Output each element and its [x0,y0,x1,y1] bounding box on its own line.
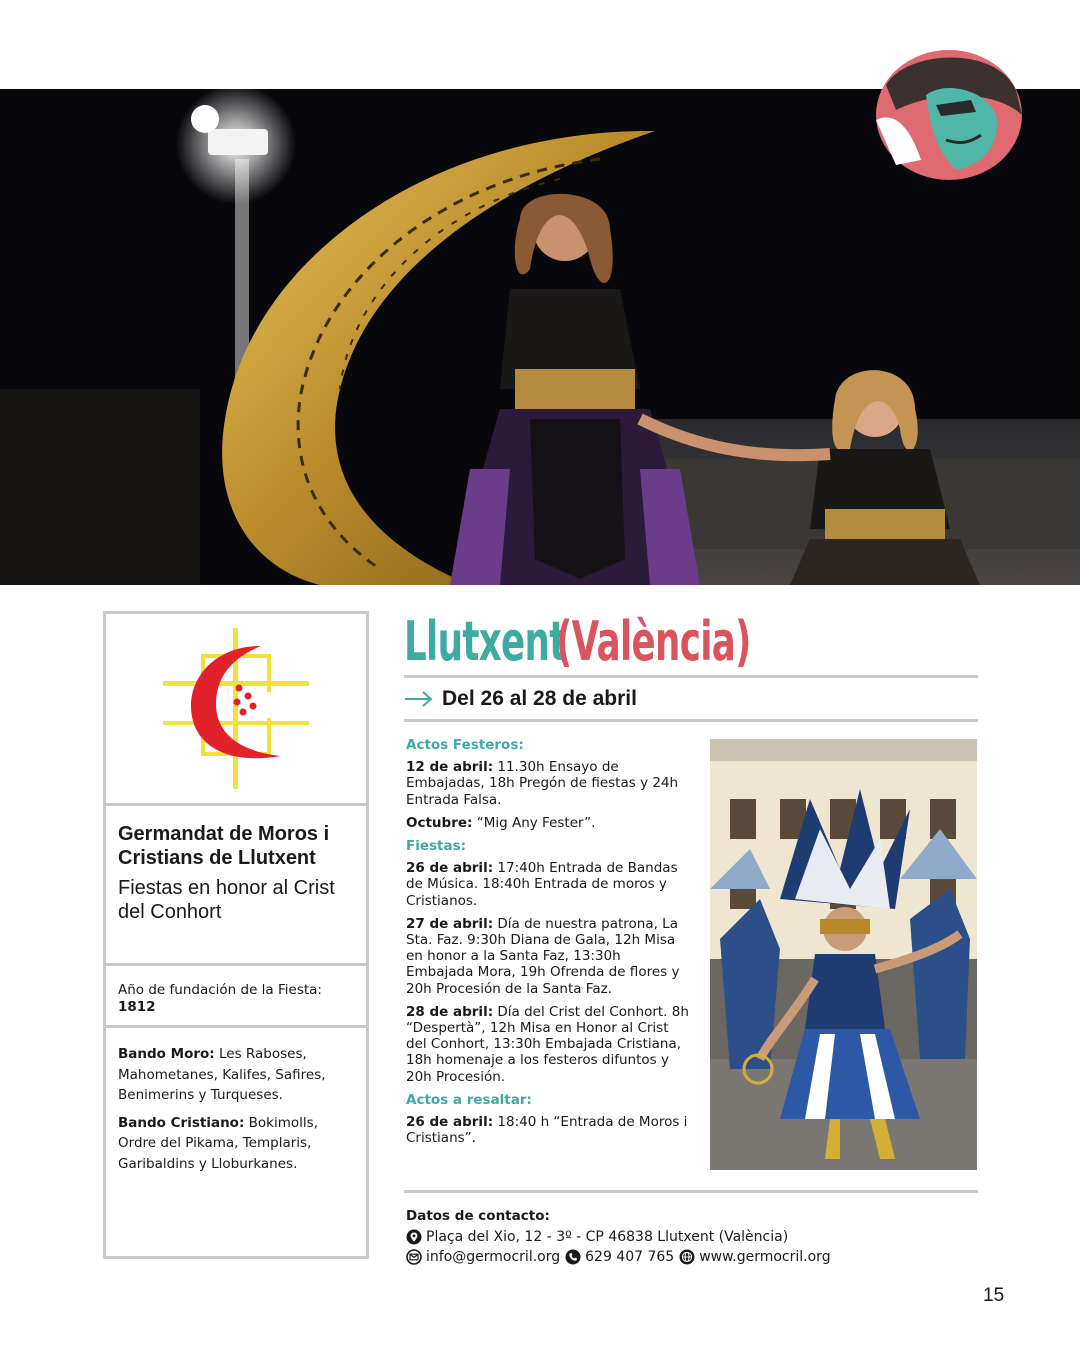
contact-email[interactable]: info@germocril.org [426,1249,561,1265]
globe-icon [679,1249,695,1265]
program-item-label: 27 de abril: [406,915,494,932]
contact-divider [404,1190,978,1193]
contact-block [406,1206,986,1267]
program-item-label: 12 de abril: [406,759,494,776]
parade-photo [710,739,977,1170]
contact-label: Datos de contacto: [406,1208,550,1224]
program-item-text: 11.30h Ensayo de Embajadas, 18h Pregón de fiestas y 24h Entrada Falsa. [406,759,679,808]
bando-cristiano [118,1113,354,1175]
bandos-list [106,1028,366,1197]
association-name-box [106,806,366,966]
program-item-12-abril [406,759,692,808]
program-item-text: 18:40 h “Entrada de Moros i Cristians”. [406,1114,688,1147]
program-item-text: Día de nuestra patrona, La Sta. Faz. 9:30h Diana de Gala, 12h Misa en honor a la Santa Faz, 13:30h Embajada Mora, 19h Ofrenda de flores y 20h Procesión de la Santa Faz. [406,915,680,997]
program-item-resaltar [406,1114,692,1146]
fiestas-heading: Fiestas: [406,838,467,855]
contact-phone[interactable]: 629 407 765 [585,1249,675,1265]
contact-address-line [406,1227,986,1247]
bando-cristiano-text: Bokimolls, Ordre del Pikama, Templaris, Garibaldins y Lloburkanes. [118,1114,318,1172]
envelope-icon [406,1249,422,1265]
program-item-text: Día del Crist del Conhort. 8h “Despertà”, 12h Misa en Honor al Crist del Conhort, 13:30h Embajada Cristiana, 18h homenaje a los festeros difuntos y 20h Procesión. [406,1003,689,1085]
title-region: (València) [556,610,751,673]
phone-icon [565,1249,581,1265]
bando-moro [118,1044,354,1106]
arrow-right-icon [404,690,434,708]
bando-moro-text: Les Raboses, Mahometanes, Kalifes, Safires, Benimerins y Turqueses. [118,1046,326,1103]
program-item-27-abril [406,916,692,997]
contact-web[interactable]: www.germocril.org [699,1249,831,1265]
founding-year [106,966,366,1028]
title-divider [404,675,978,678]
corner-badge-illustration [876,50,1022,180]
founding-year-value: 1812 [118,999,156,1015]
program-item-28-abril [406,1004,692,1085]
association-card [103,611,369,1259]
association-logo [106,614,366,806]
program-item-label: Octubre: [406,814,473,831]
contact-address: Plaça del Xio, 12 - 3º - CP 46838 Llutxent (València) [426,1229,789,1245]
program-item-label: 26 de abril: [406,860,494,877]
program-text [406,737,692,1153]
program-item-octubre [406,815,692,831]
bando-moro-label: Bando Moro: [118,1046,215,1062]
program-item-text: “Mig Any Fester”. [476,814,596,831]
founding-year-label: Año de fundación de la Fiesta: [118,982,322,998]
page-title [404,604,984,674]
bando-cristiano-label: Bando Cristiano: [118,1114,245,1131]
association-name: Germandat de Moros i Cristians de Llutxent [118,823,330,869]
program-item-26-abril [406,860,692,909]
festival-dates: Del 26 al 28 de abril [442,687,637,710]
location-pin-icon [406,1229,422,1245]
contact-details-line [406,1247,986,1267]
dates-divider [404,719,978,722]
actos-resaltar-heading: Actos a resaltar: [406,1091,532,1108]
program-item-label: 26 de abril: [406,1114,494,1131]
program-item-text: 17:40h Entrada de Bandas de Música. 18:40h Entrada de moros y Cristianos. [406,860,678,909]
program-item-label: 28 de abril: [406,1003,494,1020]
page-number: 15 [983,1285,1005,1306]
actos-festeros-heading: Actos Festeros: [406,737,524,753]
title-town: Llutxent [404,610,566,673]
dates-row [404,684,637,714]
festival-subtitle: Fiestas en honor al Crist del Conhort [118,877,335,923]
